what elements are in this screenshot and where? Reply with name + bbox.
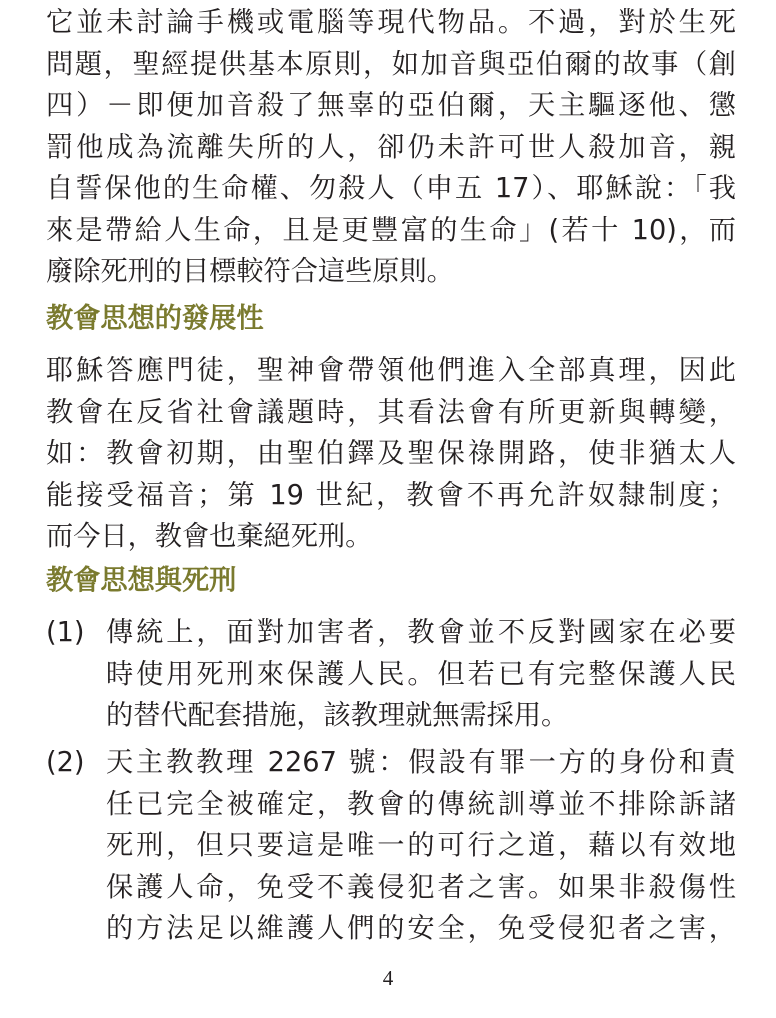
list-item-line: 死刑，但只要這是唯一的可行之道，藉以有效地 bbox=[106, 830, 736, 861]
intro-paragraph bbox=[46, 2, 736, 293]
list-item-line: 任已完全被確定，教會的傳統訓導並不排除訴諸 bbox=[106, 788, 736, 820]
list-item-number: (2) bbox=[46, 747, 85, 778]
section-heading-development: 教會思想的發展性 bbox=[46, 303, 264, 334]
section1-paragraph bbox=[46, 350, 736, 558]
list-item bbox=[46, 612, 736, 737]
list-item-line: 的替代配套措施，該教理就無需採用。 bbox=[106, 700, 569, 731]
section1-line: 耶穌答應門徒，聖神會帶領他們進入全部真理，因此 bbox=[46, 355, 736, 386]
list-item bbox=[46, 742, 736, 950]
list-item-line: 保護人命，免受不義侵犯者之害。如果非殺傷性 bbox=[106, 871, 736, 903]
intro-line: 自誓保他的生命權、勿殺人（申五 17）、耶穌說：「我 bbox=[46, 173, 736, 204]
list-item-line: 天主教教理 2267 號：假設有罪一方的身份和責 bbox=[106, 747, 736, 778]
intro-line: 來是帶給人生命，且是更豐富的生命」(若十 10)，而 bbox=[46, 214, 736, 246]
intro-line: 罰他成為流離失所的人，卻仍未許可世人殺加音，親 bbox=[46, 131, 736, 163]
list-item-number: (1) bbox=[46, 617, 85, 648]
section-heading-death-penalty: 教會思想與死刑 bbox=[46, 565, 237, 596]
section1-line: 能接受福音；第 19 世紀，教會不再允許奴隸制度； bbox=[46, 479, 736, 511]
page-number: 4 bbox=[382, 966, 394, 990]
document-page bbox=[46, 0, 736, 1018]
section1-line: 教會在反省社會議題時，其看法會有所更新與轉變， bbox=[46, 396, 736, 428]
intro-line: 它並未討論手機或電腦等現代物品。不過，對於生死 bbox=[46, 7, 736, 38]
intro-line: 問題，聖經提供基本原則，如加音與亞伯爾的故事（創 bbox=[46, 48, 736, 80]
intro-line: 廢除死刑的目標較符合這些原則。 bbox=[46, 256, 454, 287]
section1-line: 而今日，教會也棄絕死刑。 bbox=[46, 521, 373, 552]
list-item-line: 的方法足以維護人們的安全，免受侵犯者之害， bbox=[106, 913, 736, 944]
intro-line: 四）－即便加音殺了無辜的亞伯爾，天主驅逐他、懲 bbox=[46, 90, 736, 121]
section1-line: 如：教會初期，由聖伯鐸及聖保祿開路，使非猶太人 bbox=[46, 438, 736, 469]
list-item-line: 傳統上，面對加害者，教會並不反對國家在必要 bbox=[106, 617, 736, 648]
list-item-line: 時使用死刑來保護人民。但若已有完整保護人民 bbox=[106, 658, 736, 690]
